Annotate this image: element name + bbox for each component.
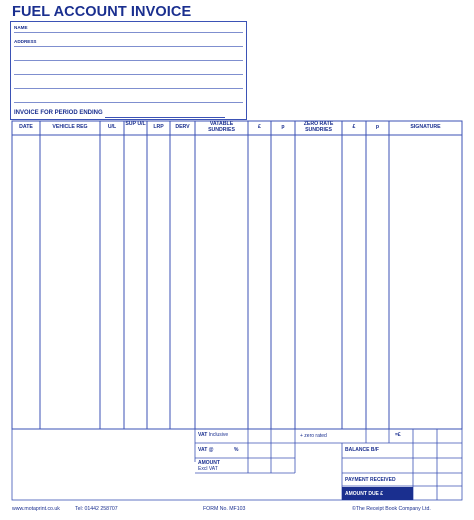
name-label: NAME bbox=[14, 25, 28, 30]
col-header-pounds-2: £ bbox=[352, 124, 356, 130]
col-header-pounds-1: £ bbox=[258, 124, 261, 130]
col-header-pence-1: p bbox=[281, 124, 285, 130]
address-label: ADDRESS bbox=[14, 39, 37, 44]
vat-label: VAT Inclusive bbox=[198, 432, 229, 438]
amount-excl-vat-label: AMOUNT Excl VAT bbox=[198, 460, 220, 472]
col-header-ul: U/L bbox=[107, 124, 117, 130]
col-header-date: DATE bbox=[19, 124, 33, 130]
col-header-pence-2: p bbox=[375, 124, 380, 130]
footer-tel: Tel: 01442 258707 bbox=[75, 506, 118, 512]
col-header-vatable-sundries: VATABLE SUNDRIES bbox=[208, 121, 235, 133]
col-header-zero-rate-sundries: ZERO RATE SUNDRIES bbox=[303, 121, 334, 133]
col-header-derv: DERV bbox=[175, 124, 190, 130]
footer-copyright: ©The Receipt Book Company Ltd. bbox=[352, 506, 431, 512]
amount-due-label: AMOUNT DUE £ bbox=[345, 491, 384, 497]
footer-website: www.motaprint.co.uk bbox=[12, 506, 60, 512]
balance-bf-label: BALANCE B/F bbox=[345, 447, 379, 453]
zero-rated-label: + zero rated bbox=[300, 433, 327, 439]
table-frame bbox=[12, 121, 462, 429]
col-header-signature: SIGNATURE bbox=[410, 124, 441, 130]
period-label: INVOICE FOR PERIOD ENDING bbox=[14, 110, 103, 116]
vat-at-label: VAT @ bbox=[198, 447, 214, 453]
footer-form-number: FORM No. MF103 bbox=[203, 506, 246, 512]
col-header-lrp: LRP bbox=[153, 124, 164, 130]
equals-pounds-label: =£ bbox=[395, 432, 401, 438]
percent-label: % bbox=[234, 447, 239, 453]
col-header-sup-ul: SUP U/L bbox=[125, 121, 146, 127]
col-header-vehicle-reg: VEHICLE REG bbox=[52, 124, 88, 130]
form-title: FUEL ACCOUNT INVOICE bbox=[12, 4, 192, 20]
payment-received-label: PAYMENT RECEIVED bbox=[345, 477, 396, 483]
